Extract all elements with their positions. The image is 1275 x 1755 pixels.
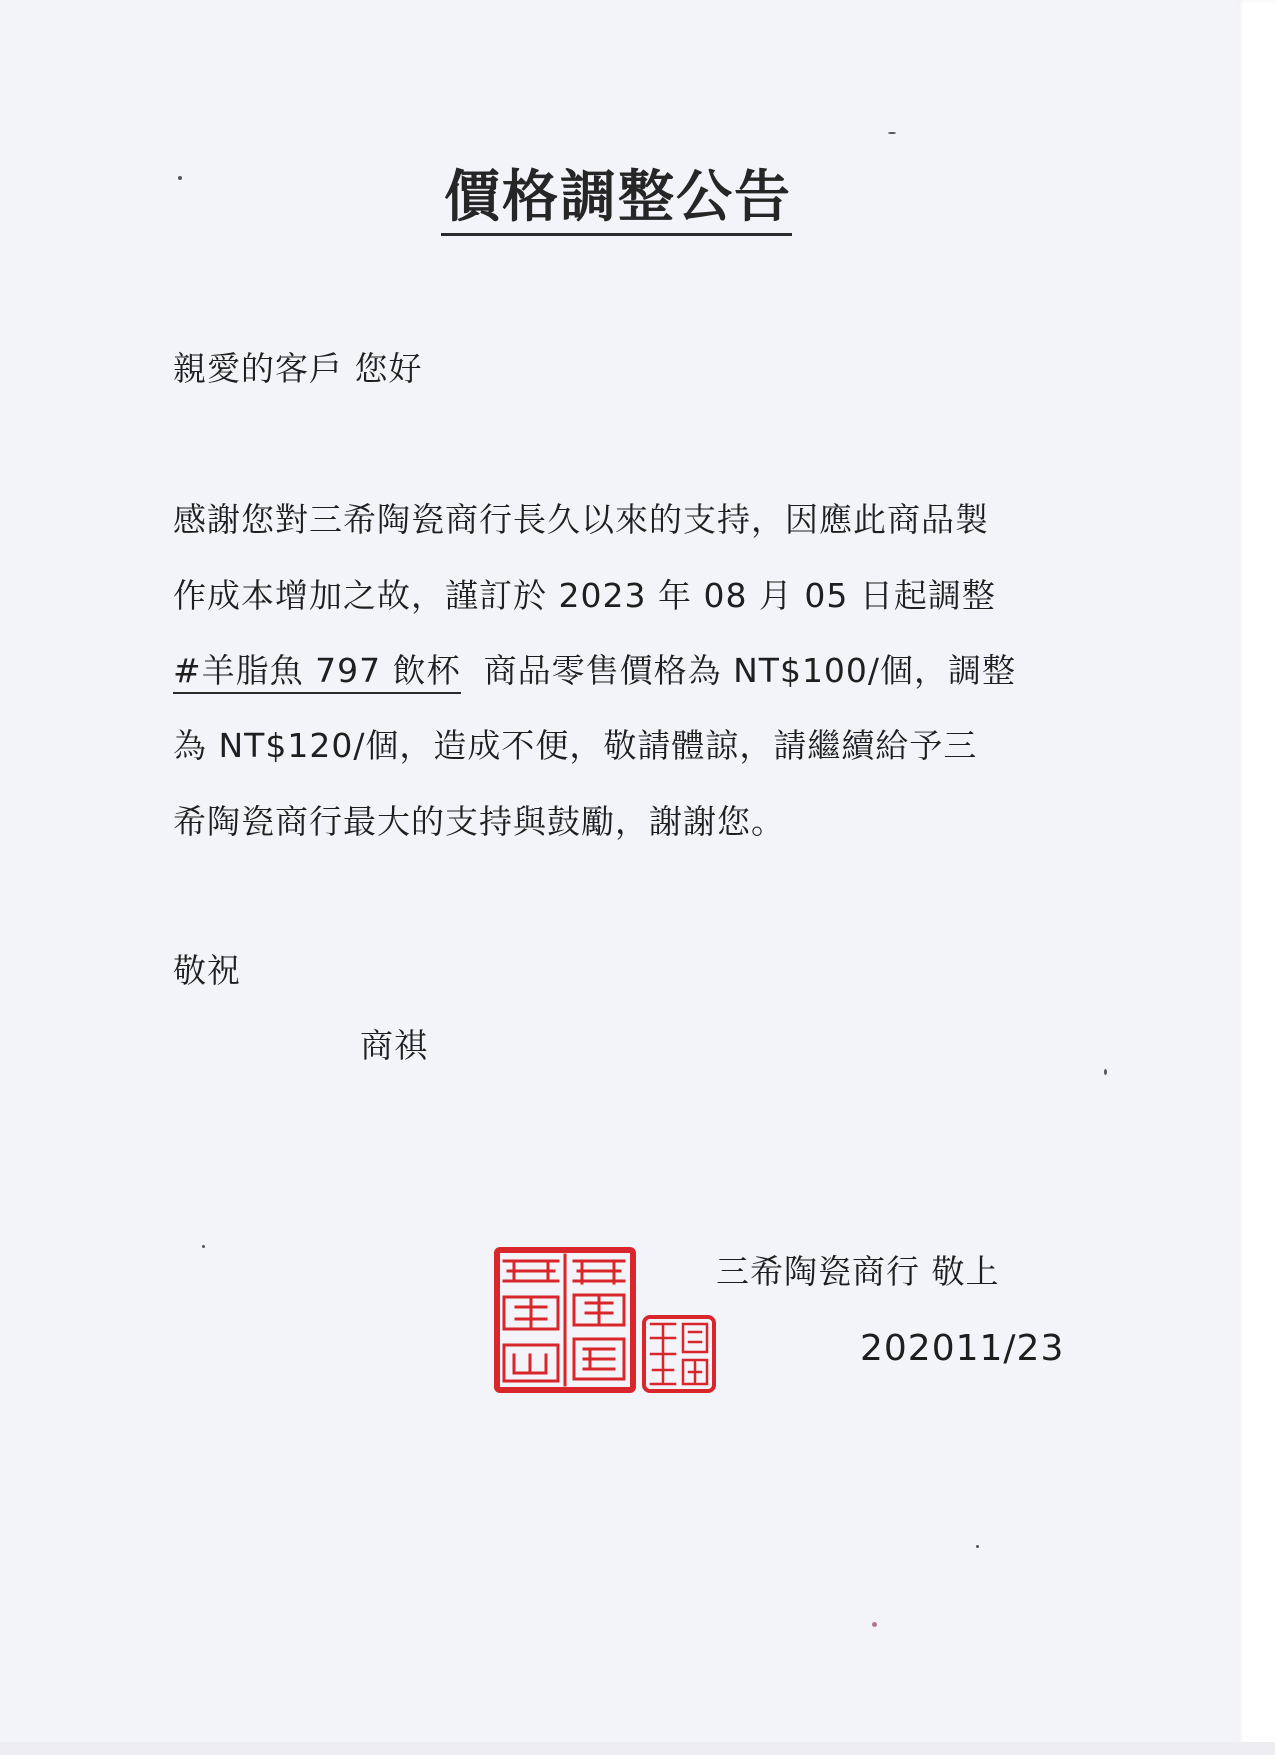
title-underline [441, 233, 792, 236]
scan-page-edge [1238, 0, 1275, 1755]
scan-speck [202, 1245, 205, 1248]
document-date: 202011/23 [860, 1328, 1065, 1369]
document-title: 價格調整公告 [444, 165, 792, 230]
scan-speck [888, 132, 896, 134]
scan-speck [976, 1545, 979, 1548]
body-line-4: 為 NT$120/個，造成不便，敬請體諒，請繼續給予三 [173, 726, 978, 765]
product-name: #羊脂魚 797 飲杯 [173, 651, 461, 694]
scan-speck [178, 176, 182, 180]
greeting: 親愛的客戶 您好 [173, 349, 423, 388]
body-line-3-text: 商品零售價格為 NT$100/個，調整 [483, 651, 1017, 690]
closing-salutation: 敬祝 [173, 951, 241, 990]
scan-speck [1104, 1069, 1107, 1075]
body-line-5: 希陶瓷商行最大的支持與鼓勵，謝謝您。 [173, 802, 785, 841]
body-line-1: 感謝您對三希陶瓷商行長久以來的支持，因應此商品製 [173, 500, 989, 539]
scan-bottom-edge [0, 1742, 1275, 1755]
closing-wish: 商祺 [360, 1026, 428, 1065]
large-seal-icon [494, 1247, 636, 1393]
small-seal-icon [641, 1314, 717, 1394]
body-line-2: 作成本增加之故，謹訂於 2023 年 08 月 05 日起調整 [173, 576, 996, 615]
body-line-3 [173, 651, 1016, 691]
scan-speck [872, 1622, 877, 1627]
sender-signature: 三希陶瓷商行 敬上 [716, 1252, 1000, 1291]
